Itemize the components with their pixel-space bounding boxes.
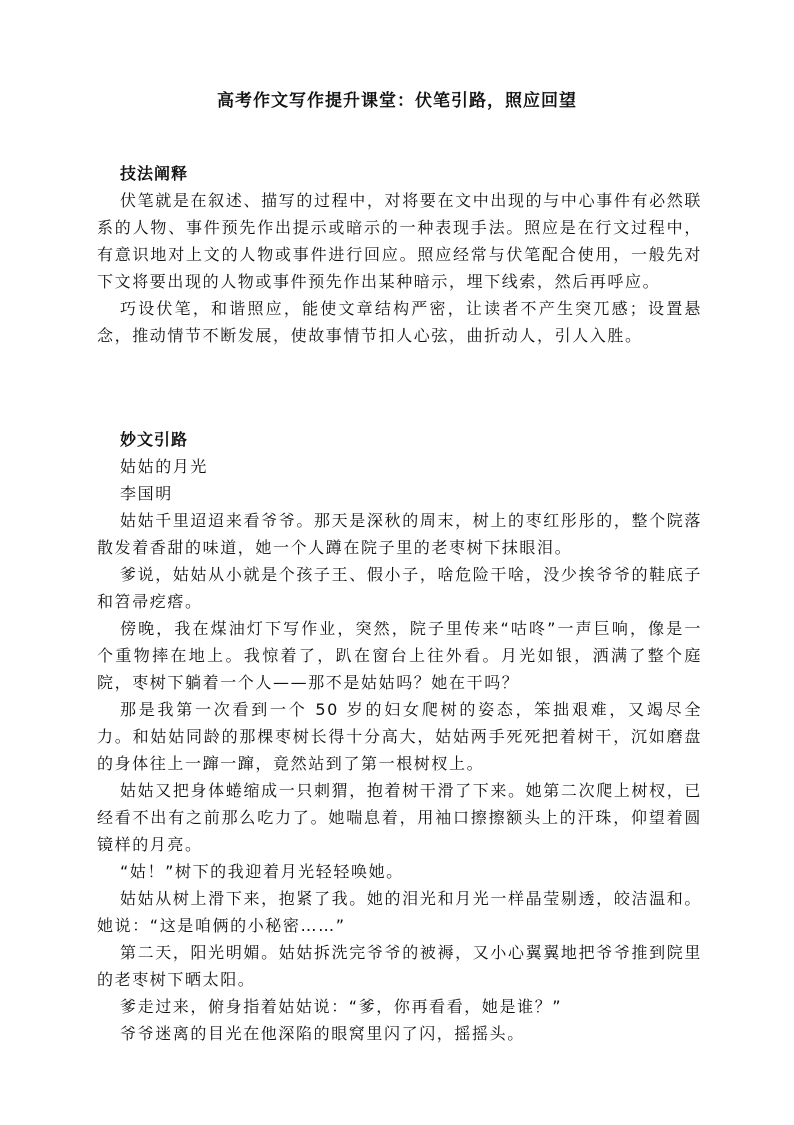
essay-paragraph: 爹走过来，俯身指着姑姑说：“爹，你再看看，她是谁？” bbox=[120, 997, 563, 1016]
essay-title: 姑姑的月光 bbox=[120, 457, 209, 476]
essay-section bbox=[97, 426, 702, 1047]
essay-paragraph: 第二天，阳光明媚。姑姑拆洗完爷爷的被褥，又小心翼翼地把爷爷推到院里的老枣树下晒太阳。 bbox=[97, 943, 702, 989]
essay-paragraph: “姑！”树下的我迎着月光轻轻唤她。 bbox=[120, 862, 404, 881]
essay-paragraph: 姑姑从树上滑下来，抱紧了我。她的泪光和月光一样晶莹剔透，皎洁温和。她说：“这是咱俩的小秘密……” bbox=[97, 889, 702, 935]
essay-paragraph: 姑姑千里迢迢来看爷爷。那天是深秋的周末，树上的枣红彤彤的，整个院落散发着香甜的味道，她一个人蹲在院子里的老枣树下抹眼泪。 bbox=[97, 511, 702, 557]
essay-paragraph: 爹说，姑姑从小就是个孩子王、假小子，啥危险干啥，没少挨爷爷的鞋底子和笤帚疙瘩。 bbox=[97, 565, 702, 611]
technique-paragraph: 伏笔就是在叙述、描写的过程中，对将要在文中出现的与中心事件有必然联系的人物、事件预先作出提示或暗示的一种表现手法。照应是在行文过程中，有意识地对上文的人物或事件进行回应。照应经常与伏笔配合使用，一般先对下文将要出现的人物或事件预先作出某种暗示，埋下线索，然后再呼应。 bbox=[97, 191, 702, 291]
essay-paragraph: 爷爷迷离的目光在他深陷的眼窝里闪了闪，摇摇头。 bbox=[120, 1024, 525, 1043]
technique-paragraph: 巧设伏笔，和谐照应，能使文章结构严密，让读者不产生突兀感；设置悬念，推动情节不断发展，使故事情节扣人心弦，曲折动人，引人入胜。 bbox=[97, 299, 702, 345]
page-title: 高考作文写作提升课堂：伏笔引路，照应回望 bbox=[217, 91, 577, 111]
section-heading-technique: 技法阐释 bbox=[120, 164, 189, 183]
essay-paragraph: 姑姑又把身体蜷缩成一只刺猬，抱着树干滑了下来。她第二次爬上树杈，已经看不出有之前那么吃力了。她喘息着，用袖口擦擦额头上的汗珠，仰望着圆镜样的月亮。 bbox=[97, 781, 702, 854]
essay-paragraph: 那是我第一次看到一个 50 岁的妇女爬树的姿态，笨拙艰难，又竭尽全力。和姑姑同龄的那棵枣树长得十分高大，姑姑两手死死把着树干，沉如磨盘的身体往上一蹿一蹿，竟然站到了第一根树杈上。 bbox=[97, 700, 702, 773]
essay-author: 李国明 bbox=[120, 484, 173, 503]
essay-paragraph: 傍晚，我在煤油灯下写作业，突然，院子里传来“咕咚”一声巨响，像是一个重物摔在地上。我惊着了，趴在窗台上往外看。月光如银，洒满了整个庭院，枣树下躺着一个人——那不是姑姑吗？她在干吗？ bbox=[97, 619, 702, 692]
technique-section bbox=[97, 160, 702, 349]
section-heading-essay: 妙文引路 bbox=[120, 430, 189, 449]
